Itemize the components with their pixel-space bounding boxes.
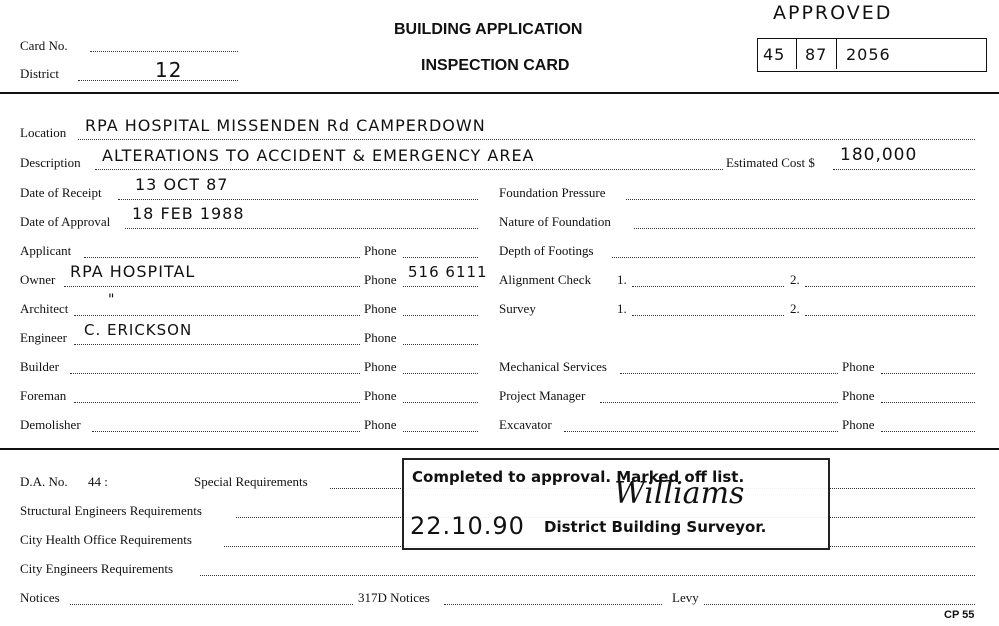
project-manager-phone-label: Phone [842, 388, 875, 403]
levy-field[interactable] [704, 604, 975, 605]
survey-1-field[interactable] [632, 315, 784, 316]
district-value: 12 [155, 58, 183, 82]
architect-label: Architect [20, 301, 69, 316]
approval-divider [836, 39, 837, 69]
architect-value: " [108, 292, 116, 308]
mechanical-field[interactable] [620, 373, 838, 374]
project-manager-field[interactable] [600, 402, 838, 403]
location-label: Location [20, 125, 67, 140]
demolisher-field[interactable] [92, 431, 360, 432]
owner-value: RPA HOSPITAL [70, 262, 196, 281]
depth-footings-field[interactable] [612, 257, 975, 258]
form-code: CP 55 [944, 609, 975, 621]
applicant-label: Applicant [20, 243, 72, 258]
details-divider [0, 448, 999, 450]
engineer-phone-label: Phone [364, 330, 397, 345]
foreman-phone-field[interactable] [403, 402, 478, 403]
alignment-2-field[interactable] [805, 286, 975, 287]
engineer-field[interactable] [74, 344, 360, 345]
date-receipt-label: Date of Receipt [20, 185, 102, 200]
approval-cell-1: 45 [763, 45, 786, 64]
survey-2-label: 2. [790, 301, 800, 316]
stamp-line1: Completed to approval. Marked off list. [412, 468, 745, 486]
depth-footings-label: Depth of Footings [499, 243, 594, 258]
city-health-requirements-label: City Health Office Requirements [20, 532, 192, 547]
date-approval-label: Date of Approval [20, 214, 111, 229]
owner-phone-label: Phone [364, 272, 397, 287]
location-value: RPA HOSPITAL MISSENDEN Rd CAMPERDOWN [85, 116, 486, 135]
demolisher-phone-label: Phone [364, 417, 397, 432]
architect-phone-label: Phone [364, 301, 397, 316]
district-label: District [20, 66, 59, 81]
builder-phone-field[interactable] [403, 373, 478, 374]
applicant-field[interactable] [84, 257, 360, 258]
notices-317d-label: 317D Notices [358, 590, 430, 605]
alignment-1-label: 1. [617, 272, 627, 287]
stamp-signature: Williams [614, 476, 745, 511]
notices-label: Notices [20, 590, 60, 605]
survey-1-label: 1. [617, 301, 627, 316]
stamp-line2: District Building Surveyor. [544, 518, 767, 536]
form-title-line2: INSPECTION CARD [421, 57, 570, 74]
architect-field[interactable] [74, 315, 360, 316]
excavator-phone-label: Phone [842, 417, 875, 432]
mechanical-label: Mechanical Services [499, 359, 607, 374]
foreman-phone-label: Phone [364, 388, 397, 403]
demolisher-phone-field[interactable] [403, 431, 478, 432]
excavator-phone-field[interactable] [881, 431, 975, 432]
location-field[interactable] [78, 139, 975, 140]
estimated-cost-field[interactable] [833, 169, 975, 170]
estimated-cost-value: 180,000 [840, 145, 918, 165]
approval-cell-3: 2056 [846, 45, 891, 64]
city-engineers-requirements-field[interactable] [200, 575, 975, 576]
project-manager-phone-field[interactable] [881, 402, 975, 403]
applicant-phone-label: Phone [364, 243, 397, 258]
alignment-check-label: Alignment Check [499, 272, 592, 287]
builder-label: Builder [20, 359, 59, 374]
description-field[interactable] [95, 169, 723, 170]
approval-number-box [757, 38, 987, 72]
alignment-2-label: 2. [790, 272, 800, 287]
header-divider [0, 92, 999, 94]
owner-label: Owner [20, 272, 56, 287]
date-approval-field[interactable] [125, 228, 478, 229]
owner-phone-value: 516 6111 [408, 263, 488, 281]
form-title-line1: BUILDING APPLICATION [394, 21, 583, 38]
date-approval-value: 18 FEB 1988 [132, 204, 245, 223]
nature-foundation-field[interactable] [634, 228, 975, 229]
foreman-field[interactable] [74, 402, 360, 403]
approval-stamp [402, 458, 830, 550]
applicant-phone-field[interactable] [403, 257, 478, 258]
builder-phone-label: Phone [364, 359, 397, 374]
owner-phone-field[interactable] [403, 286, 478, 287]
architect-phone-field[interactable] [403, 315, 478, 316]
owner-field[interactable] [64, 286, 360, 287]
da-no-value: 44 : [88, 474, 108, 489]
estimated-cost-label: Estimated Cost $ [726, 155, 815, 170]
special-requirements-label: Special Requirements [194, 474, 308, 489]
city-engineers-requirements-label: City Engineers Requirements [20, 561, 174, 576]
nature-foundation-label: Nature of Foundation [499, 214, 611, 229]
engineer-phone-field[interactable] [403, 344, 478, 345]
notices-317d-field[interactable] [444, 604, 662, 605]
survey-2-field[interactable] [805, 315, 975, 316]
approval-divider [796, 39, 797, 69]
project-manager-label: Project Manager [499, 388, 586, 403]
builder-field[interactable] [70, 373, 360, 374]
card-no-label: Card No. [20, 38, 68, 53]
card-no-field[interactable] [90, 51, 238, 52]
alignment-1-field[interactable] [632, 286, 784, 287]
approved-handwritten: APPROVED [773, 2, 893, 24]
engineer-label: Engineer [20, 330, 67, 345]
levy-label: Levy [672, 590, 699, 605]
notices-field[interactable] [70, 604, 353, 605]
da-no-label: D.A. No. [20, 474, 68, 489]
foundation-pressure-label: Foundation Pressure [499, 185, 606, 200]
description-label: Description [20, 155, 81, 170]
date-receipt-field[interactable] [118, 199, 478, 200]
date-receipt-value: 13 OCT 87 [135, 175, 229, 194]
foundation-pressure-field[interactable] [626, 199, 975, 200]
foreman-label: Foreman [20, 388, 67, 403]
excavator-label: Excavator [499, 417, 552, 432]
survey-label: Survey [499, 301, 536, 316]
stamp-date: 22.10.90 [410, 512, 525, 540]
description-value: ALTERATIONS TO ACCIDENT & EMERGENCY AREA [102, 146, 535, 165]
mechanical-phone-field[interactable] [881, 373, 975, 374]
approval-cell-2: 87 [805, 45, 828, 64]
mechanical-phone-label: Phone [842, 359, 875, 374]
demolisher-label: Demolisher [20, 417, 81, 432]
structural-requirements-label: Structural Engineers Requirements [20, 503, 202, 518]
excavator-field[interactable] [564, 431, 838, 432]
engineer-value: C. ERICKSON [84, 321, 193, 339]
